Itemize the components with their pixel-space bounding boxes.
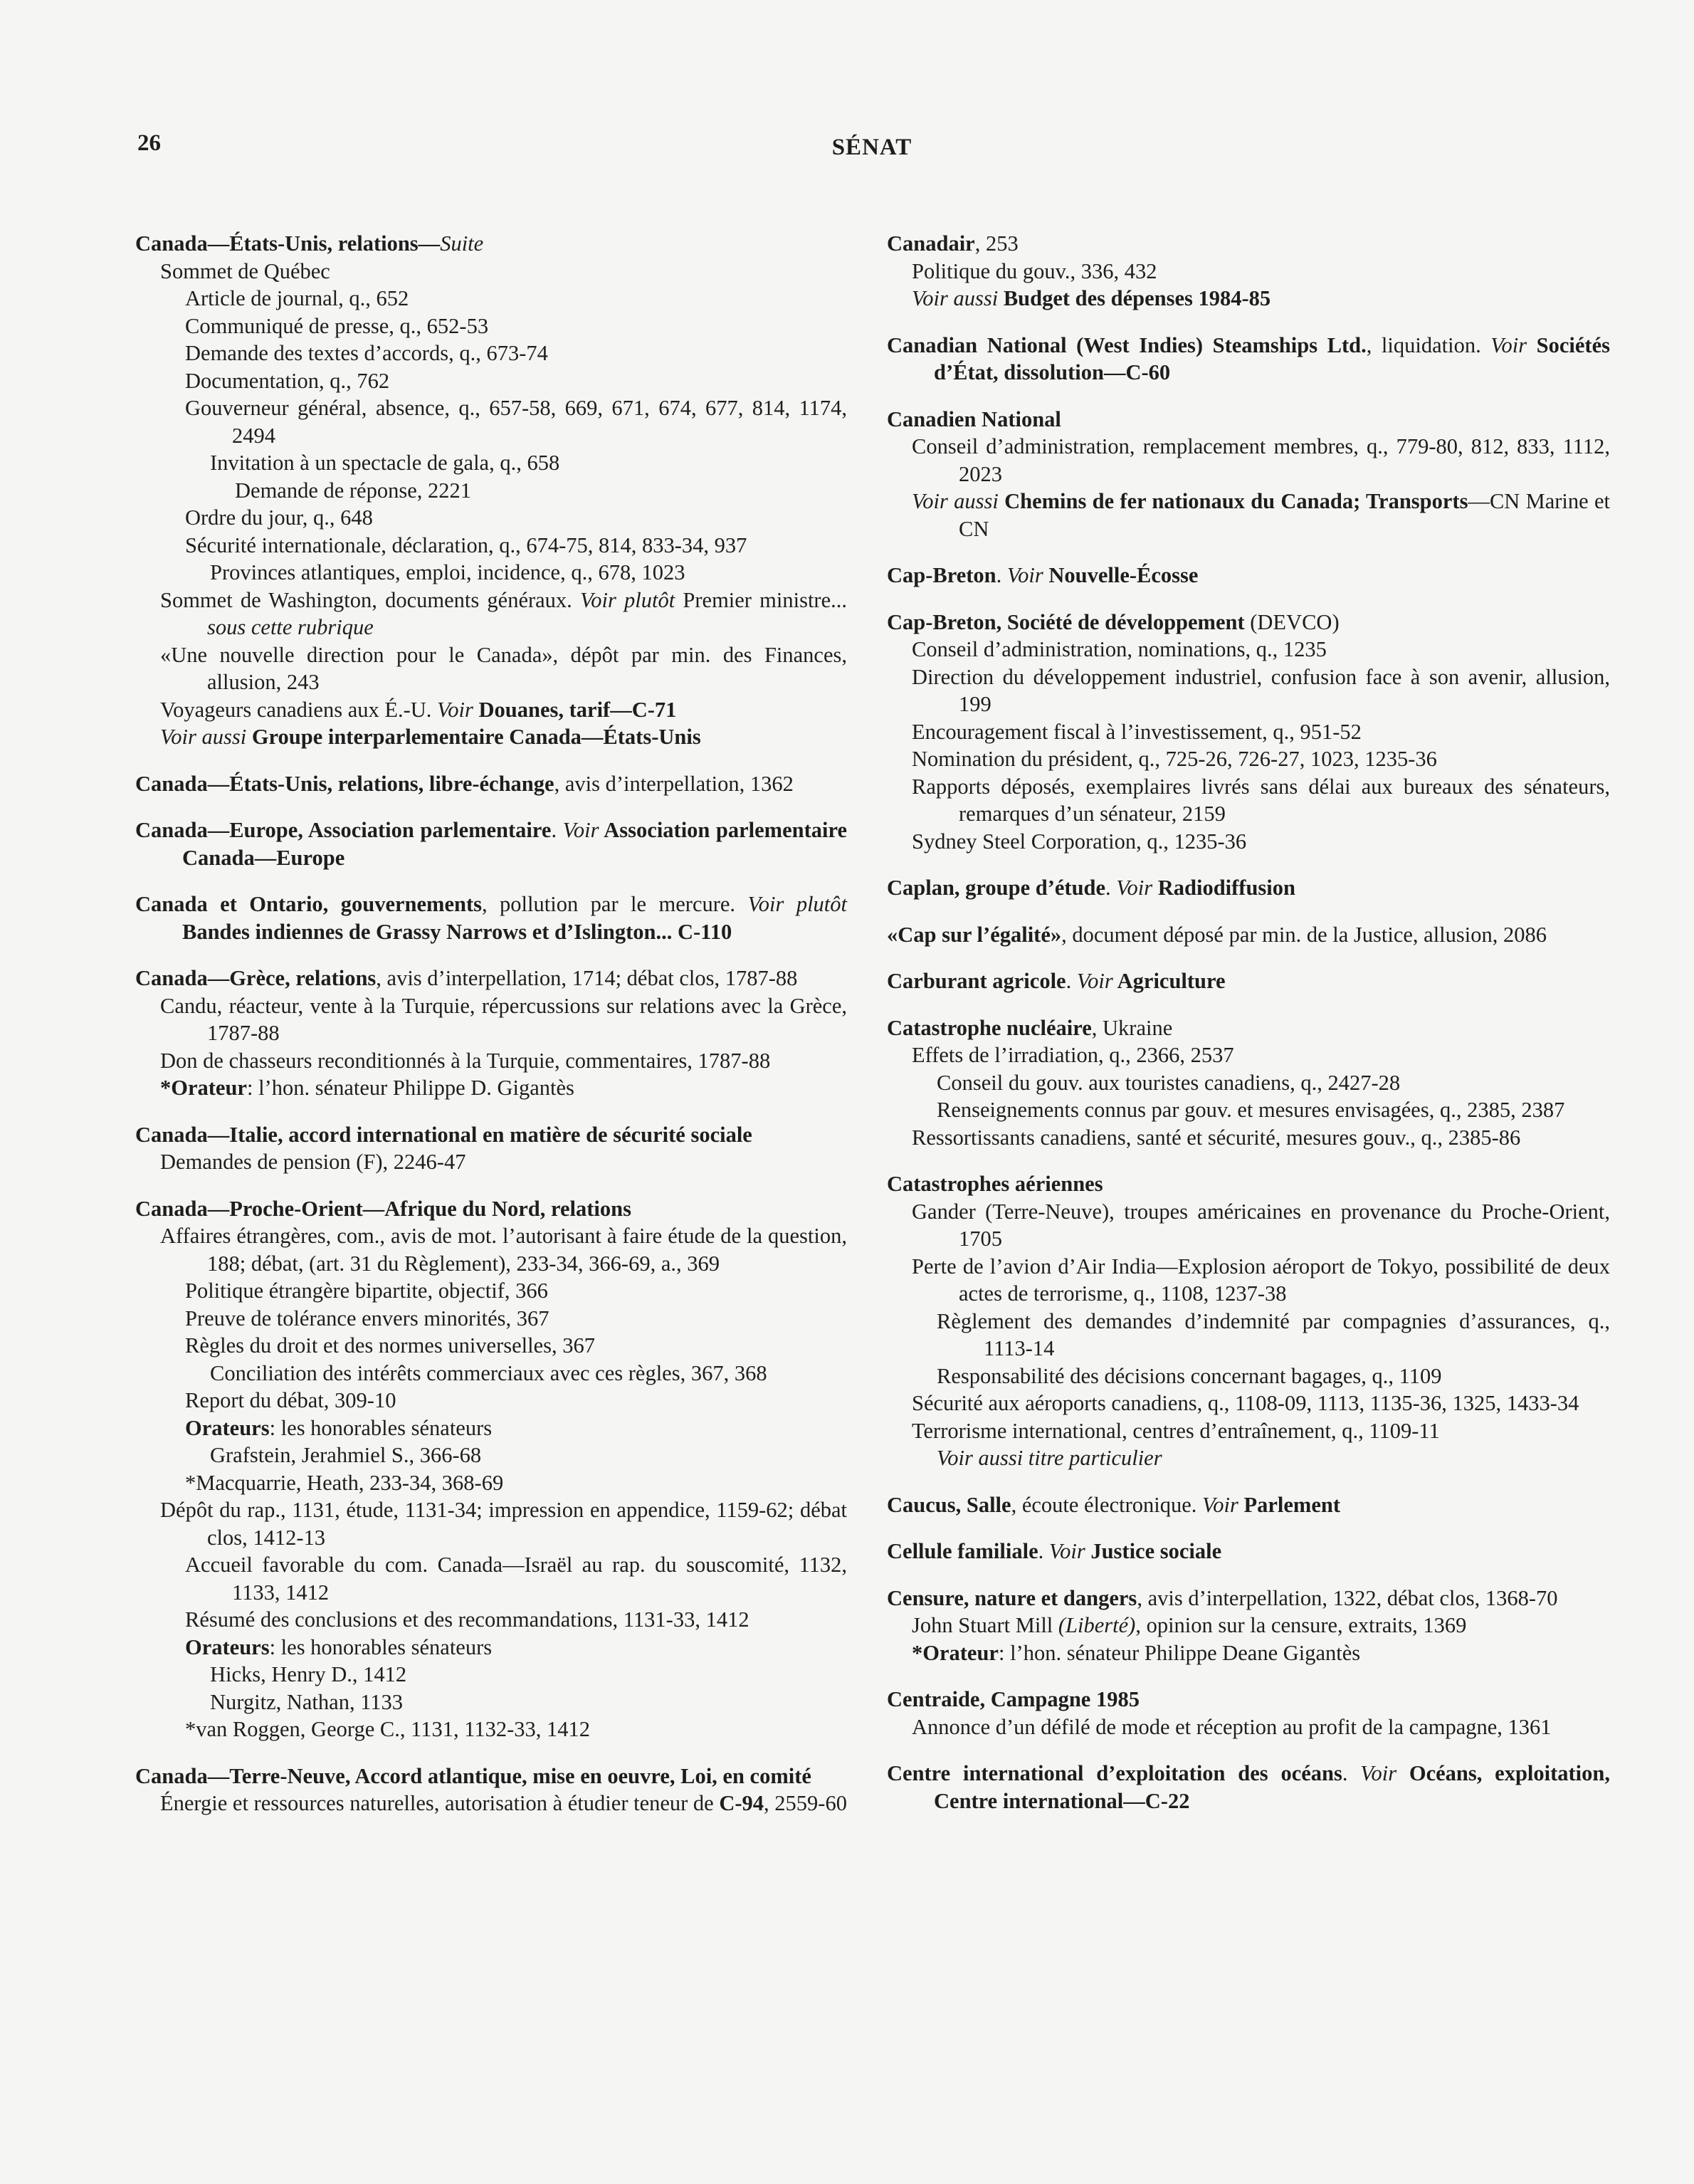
- entry-text: Rapports déposés, exemplaires livrés sans délai aux bureaux des sénateurs, remarques d’un sénateur, 2159: [912, 774, 1610, 826]
- index-subentry: [135, 1277, 847, 1305]
- index-subentry: [887, 488, 1610, 542]
- index-subentry: [887, 1444, 1610, 1472]
- entry-text: Dépôt du rap., 1131, étude, 1131-34; impression en appendice, 1159-62; débat clos, 1412-13: [160, 1498, 847, 1550]
- entry-text: Canada—États-Unis, relations, libre-échange: [135, 771, 554, 796]
- entry-text: Règles du droit et des normes universelles, 367: [185, 1333, 596, 1358]
- index-subentry: [887, 1096, 1610, 1124]
- entry-text: Effets de l’irradiation, q., 2366, 2537: [912, 1043, 1234, 1067]
- entry-text: —CN Marine et CN: [959, 489, 1610, 541]
- entry-text: Voir: [1360, 1761, 1397, 1785]
- entry-text: Agriculture: [1112, 969, 1226, 993]
- index-entry: [887, 967, 1610, 995]
- entry-text: Canadair: [887, 231, 975, 256]
- index-subentry: [887, 285, 1610, 313]
- index-subentry: [135, 504, 847, 532]
- entry-text: Voir: [1006, 563, 1043, 587]
- entry-text: Sociétés d’État, dissolution—C-60: [934, 332, 1610, 384]
- entry-text: Résumé des conclusions et des recommandations, 1131-33, 1412: [185, 1607, 749, 1632]
- index-subentry: [887, 745, 1610, 773]
- entry-text: Voir plutôt: [580, 587, 675, 612]
- index-subentry: [887, 1713, 1610, 1741]
- index-entry: [135, 1195, 847, 1743]
- index-subentry: [135, 477, 847, 505]
- entry-text: Conseil du gouv. aux touristes canadiens, q., 2427-28: [937, 1070, 1401, 1095]
- index-subentry: [135, 641, 847, 696]
- entry-text: Océans, exploitation, Centre international—C-22: [934, 1761, 1610, 1813]
- entry-text: Voir: [1490, 332, 1527, 357]
- index-subentry: [135, 1074, 847, 1102]
- index-subentry: [887, 828, 1610, 856]
- entry-text: Centraide, Campagne 1985: [887, 1687, 1140, 1711]
- index-subentry: [135, 696, 847, 724]
- index-entry: [887, 1585, 1610, 1667]
- entry-text: Radiodiffusion: [1152, 876, 1295, 900]
- entry-text: Invitation à un spectacle de gala, q., 658: [210, 451, 560, 475]
- entry-text: : l’hon. sénateur Philippe Deane Gigantès: [998, 1640, 1361, 1665]
- running-title: SÉNAT: [831, 135, 912, 160]
- entry-text: Canadien National: [887, 406, 1061, 431]
- entry-text: Association parlementaire Canada—Europe: [182, 818, 847, 870]
- entry-text: Gander (Terre-Neuve), troupes américaines en provenance du Proche-Orient, 1705: [912, 1199, 1610, 1251]
- entry-text: .: [996, 563, 1007, 587]
- index-subentry: [887, 1253, 1610, 1308]
- index-entry: [135, 965, 847, 1102]
- entry-text: Groupe interparlementaire Canada—États-Unis: [246, 725, 701, 749]
- index-subentry: [135, 367, 847, 395]
- index-subentry: [135, 1661, 847, 1689]
- index-heading: [135, 770, 847, 798]
- index-heading: [135, 230, 847, 258]
- index-entry: [887, 1686, 1610, 1741]
- index-subentry: [887, 1308, 1610, 1363]
- index-entry: [135, 1763, 847, 1817]
- entry-text: «Une nouvelle direction pour le Canada», dépôt par min. des Finances, allusion, 243: [160, 642, 847, 694]
- index-heading: [887, 609, 1610, 636]
- entry-text: Grafstein, Jerahmiel S., 366-68: [210, 1443, 482, 1467]
- entry-text: Renseignements connus par gouv. et mesures envisagées, q., 2385, 2387: [937, 1098, 1565, 1122]
- entry-text: .: [1038, 1539, 1049, 1563]
- entry-text: Voyageurs canadiens aux É.-U.: [160, 697, 438, 722]
- entry-text: Douanes, tarif—C-71: [473, 697, 677, 722]
- index-subentry: [135, 1689, 847, 1716]
- entry-text: , opinion sur la censure, extraits, 1369: [1135, 1613, 1467, 1637]
- index-subentry: [135, 1148, 847, 1176]
- index-subentry: [135, 587, 847, 641]
- index-subentry: [135, 992, 847, 1047]
- entry-text: Catastrophes aériennes: [887, 1172, 1103, 1196]
- entry-text: .: [1342, 1761, 1361, 1785]
- index-heading: [887, 1538, 1610, 1565]
- entry-text: , 253: [974, 231, 1019, 256]
- index-subentry: [887, 636, 1610, 663]
- entry-text: Sommet de Québec: [160, 258, 330, 283]
- entry-text: , pollution par le mercure.: [481, 892, 748, 916]
- index-entry: [887, 332, 1610, 387]
- index-heading: [887, 1170, 1610, 1198]
- index-heading: [887, 874, 1610, 902]
- entry-text: Accueil favorable du com. Canada—Israël au rap. du souscomité, 1132, 1133, 1412: [185, 1553, 847, 1605]
- index-subentry: [135, 559, 847, 587]
- entry-text: Sydney Steel Corporation, q., 1235-36: [912, 829, 1247, 854]
- entry-text: Perte de l’avion d’Air India—Explosion aéroport de Tokyo, possibilité de deux actes de terrorisme, q., 1108, 1237-38: [912, 1254, 1610, 1306]
- index-subentry: [135, 723, 847, 751]
- index-subentry: [135, 1634, 847, 1661]
- entry-text: Sécurité aux aéroports canadiens, q., 1108-09, 1113, 1135-36, 1325, 1433-34: [912, 1391, 1579, 1415]
- entry-text: Politique du gouv., 336, 432: [912, 258, 1157, 283]
- entry-text: Cellule familiale: [887, 1539, 1038, 1563]
- entry-text: Responsabilité des décisions concernant bagages, q., 1109: [937, 1363, 1442, 1388]
- entry-text: Conseil d’administration, remplacement membres, q., 779-80, 812, 833, 1112, 2023: [912, 434, 1610, 486]
- index-subentry: [887, 1069, 1610, 1097]
- entry-text: Chemins de fer nationaux du Canada; Transports: [998, 489, 1468, 513]
- entry-text: Ordre du jour, q., 648: [185, 505, 373, 530]
- entry-text: Canada—États-Unis, relations—: [135, 231, 441, 256]
- index-entry: [887, 921, 1610, 949]
- index-subentry: [135, 1305, 847, 1333]
- index-subentry: [135, 285, 847, 313]
- index-subentry: [135, 1606, 847, 1634]
- entry-text: *Macquarrie, Heath, 233-34, 368-69: [185, 1470, 504, 1495]
- entry-text: Sécurité internationale, déclaration, q., 674-75, 814, 833-34, 937: [185, 532, 747, 557]
- entry-text: Orateurs: [185, 1634, 270, 1659]
- entry-text: Nouvelle-Écosse: [1043, 563, 1199, 587]
- index-entry: [887, 1760, 1610, 1815]
- index-entry: [887, 1014, 1610, 1152]
- entry-text: : l’hon. sénateur Philippe D. Gigantès: [246, 1076, 574, 1100]
- index-column-right: [887, 230, 1610, 1834]
- index-heading: [135, 891, 847, 945]
- index-subentry: [887, 258, 1610, 285]
- index-entry: [887, 562, 1610, 589]
- index-entry: [887, 1538, 1610, 1565]
- entry-text: : les honorables sénateurs: [269, 1634, 493, 1659]
- entry-text: John Stuart Mill: [912, 1613, 1058, 1637]
- index-entry: [135, 770, 847, 798]
- index-subentry: [135, 1469, 847, 1497]
- entry-text: Catastrophe nucléaire: [887, 1015, 1092, 1040]
- index-heading: [887, 406, 1610, 434]
- index-subentry: [887, 1198, 1610, 1253]
- entry-text: Canadian National (West Indies) Steamships Ltd.: [887, 332, 1367, 357]
- entry-text: Voir: [562, 818, 599, 842]
- index-subentry: [135, 532, 847, 560]
- page-number: 26: [137, 130, 161, 156]
- entry-text: Règlement des demandes d’indemnité par compagnies d’assurances, q., 1113-14: [937, 1308, 1610, 1360]
- entry-text: .: [1105, 876, 1117, 900]
- entry-text: Affaires étrangères, com., avis de mot. l’autorisant à faire étude de la question, 188; débat, (art. 31 du Règlement), 233-34, 366-69, a., 369: [160, 1224, 847, 1276]
- index-subentry: [135, 258, 847, 285]
- index-heading: [887, 1491, 1610, 1519]
- entry-text: , avis d’interpellation, 1322, débat clos, 1368-70: [1137, 1585, 1558, 1610]
- index-heading: [887, 1585, 1610, 1612]
- index-subentry: [135, 1790, 847, 1817]
- index-subentry: [135, 1716, 847, 1743]
- index-entry: [887, 1491, 1610, 1519]
- entry-text: Bandes indiennes de Grassy Narrows et d’Islington... C-110: [182, 919, 732, 944]
- entry-text: .: [551, 818, 563, 842]
- index-entry: [135, 1121, 847, 1176]
- entry-text: Caucus, Salle: [887, 1492, 1011, 1517]
- index-entry: [887, 1170, 1610, 1472]
- entry-text: Voir aussi: [160, 725, 247, 749]
- entry-text: Hicks, Henry D., 1412: [210, 1662, 407, 1686]
- entry-text: Canada—Italie, accord international en matière de sécurité sociale: [135, 1122, 752, 1147]
- index-heading: [887, 1014, 1610, 1042]
- index-column-left: [135, 230, 847, 1837]
- index-subentry: [887, 1041, 1610, 1069]
- entry-text: Voir: [437, 697, 473, 722]
- index-subentry: [135, 313, 847, 340]
- index-subentry: [135, 1332, 847, 1360]
- entry-text: Report du débat, 309-10: [185, 1388, 396, 1412]
- entry-text: Voir: [1116, 876, 1153, 900]
- index-subentry: [135, 449, 847, 477]
- index-heading: [887, 921, 1610, 949]
- entry-text: Documentation, q., 762: [185, 368, 390, 393]
- index-entry: [135, 891, 847, 945]
- entry-text: Justice sociale: [1085, 1539, 1222, 1563]
- entry-text: (Liberté): [1058, 1613, 1136, 1637]
- index-heading: [135, 1763, 847, 1790]
- entry-text: Cap-Breton: [887, 563, 996, 587]
- entry-text: , document déposé par min. de la Justice, allusion, 2086: [1061, 922, 1547, 947]
- entry-text: Communiqué de presse, q., 652-53: [185, 313, 489, 338]
- entry-text: Censure, nature et dangers: [887, 1585, 1137, 1610]
- entry-text: Suite: [440, 231, 484, 256]
- entry-text: Demande des textes d’accords, q., 673-74: [185, 341, 548, 365]
- index-subentry: [135, 1222, 847, 1277]
- entry-text: *Orateur: [912, 1640, 999, 1665]
- entry-text: Annonce d’un défilé de mode et réception au profit de la campagne, 1361: [912, 1714, 1552, 1739]
- index-entry: [135, 817, 847, 871]
- index-subentry: [135, 1551, 847, 1606]
- entry-text: Voir aussi titre particulier: [937, 1446, 1162, 1470]
- entry-text: Voir plutôt: [747, 892, 847, 916]
- index-entry: [887, 609, 1610, 856]
- entry-text: Demande de réponse, 2221: [235, 478, 472, 503]
- index-subentry: [135, 394, 847, 449]
- index-subentry: [887, 1124, 1610, 1152]
- index-subentry: [887, 1639, 1610, 1667]
- entry-text: Canada—Europe, Association parlementaire: [135, 818, 552, 842]
- index-heading: [887, 332, 1610, 387]
- entry-text: Caplan, groupe d’étude: [887, 876, 1106, 900]
- entry-text: : les honorables sénateurs: [269, 1415, 493, 1440]
- entry-text: Sommet de Washington, documents généraux.: [160, 587, 580, 612]
- index-subentry: [135, 1387, 847, 1414]
- entry-text: Demandes de pension (F), 2246-47: [160, 1150, 466, 1174]
- entry-text: *Orateur: [160, 1076, 247, 1100]
- entry-text: «Cap sur l’égalité»: [887, 922, 1062, 947]
- index-subentry: [887, 1417, 1610, 1445]
- entry-text: Ressortissants canadiens, santé et sécurité, mesures gouv., q., 2385-86: [912, 1125, 1521, 1150]
- entry-text: Canada et Ontario, gouvernements: [135, 892, 482, 916]
- index-subentry: [887, 773, 1610, 828]
- index-subentry: [135, 1360, 847, 1387]
- entry-text: , Ukraine: [1091, 1015, 1173, 1040]
- entry-text: Voir aussi: [912, 489, 999, 513]
- entry-text: Don de chasseurs reconditionnés à la Turquie, commentaires, 1787-88: [160, 1048, 771, 1073]
- entry-text: Cap-Breton, Société de développement: [887, 609, 1245, 634]
- entry-text: Politique étrangère bipartite, objectif, 366: [185, 1279, 548, 1303]
- index-heading: [135, 965, 847, 992]
- index-subentry: [887, 433, 1610, 488]
- index-subentry: [135, 1442, 847, 1469]
- entry-text: Voir: [1048, 1539, 1085, 1563]
- index-entry: [135, 230, 847, 751]
- entry-text: Voir: [1076, 969, 1113, 993]
- index-heading: [887, 1686, 1610, 1713]
- entry-text: , avis d’interpellation, 1714; débat clos, 1787-88: [376, 966, 798, 990]
- entry-text: , avis d’interpellation, 1362: [554, 771, 794, 796]
- index-heading: [887, 562, 1610, 589]
- entry-text: Centre international d’exploitation des océans: [887, 1761, 1342, 1785]
- entry-text: Canada—Proche-Orient—Afrique du Nord, relations: [135, 1196, 631, 1221]
- index-subentry: [135, 1414, 847, 1442]
- entry-text: , 2559-60: [764, 1791, 847, 1815]
- entry-text: Premier ministre...: [675, 587, 847, 612]
- entry-text: Voir aussi: [912, 286, 999, 310]
- entry-text: Encouragement fiscal à l’investissement, q., 951-52: [912, 719, 1362, 744]
- entry-text: Parlement: [1238, 1492, 1340, 1517]
- entry-text: Énergie et ressources naturelles, autorisation à étudier teneur de: [160, 1791, 720, 1815]
- entry-text: Conciliation des intérêts commerciaux avec ces règles, 367, 368: [210, 1360, 767, 1385]
- entry-text: Gouverneur général, absence, q., 657-58, 669, 671, 674, 677, 814, 1174, 2494: [185, 396, 847, 448]
- entry-text: Budget des dépenses 1984-85: [998, 286, 1271, 310]
- index-heading: [135, 817, 847, 871]
- index-subentry: [887, 1390, 1610, 1417]
- index-subentry: [887, 718, 1610, 746]
- entry-text: Conseil d’administration, nominations, q., 1235: [912, 637, 1327, 661]
- entry-text: , écoute électronique.: [1011, 1492, 1203, 1517]
- entry-text: .: [1066, 969, 1077, 993]
- index-subentry: [887, 663, 1610, 718]
- index-heading: [135, 1195, 847, 1223]
- index-subentry: [135, 1496, 847, 1551]
- entry-text: Direction du développement industriel, confusion face à son avenir, allusion, 199: [912, 664, 1610, 716]
- index-entry: [887, 874, 1610, 902]
- entry-text: *van Roggen, George C., 1131, 1132-33, 1412: [185, 1717, 590, 1741]
- index-entry: [887, 406, 1610, 543]
- entry-text: Candu, réacteur, vente à la Turquie, répercussions sur relations avec la Grèce, 1787-88: [160, 993, 847, 1045]
- entry-text: (DEVCO): [1244, 609, 1340, 634]
- index-heading: [887, 1760, 1610, 1815]
- index-subentry: [887, 1612, 1610, 1639]
- entry-text: Canada—Grèce, relations: [135, 966, 377, 990]
- index-subentry: [887, 1363, 1610, 1390]
- index-subentry: [135, 1047, 847, 1075]
- entry-text: Nurgitz, Nathan, 1133: [210, 1689, 404, 1714]
- entry-text: Provinces atlantiques, emploi, incidence, q., 678, 1023: [210, 560, 685, 584]
- entry-text: Orateurs: [185, 1415, 270, 1440]
- index-heading: [887, 230, 1610, 258]
- index-heading: [135, 1121, 847, 1149]
- entry-text: sous cette rubrique: [207, 615, 374, 639]
- index-entry: [887, 230, 1610, 313]
- index-subentry: [135, 340, 847, 367]
- entry-text: Canada—Terre-Neuve, Accord atlantique, mise en oeuvre, Loi, en comité: [135, 1763, 811, 1788]
- entry-text: Voir: [1202, 1492, 1238, 1517]
- index-heading: [887, 967, 1610, 995]
- entry-text: Nomination du président, q., 725-26, 726-27, 1023, 1235-36: [912, 747, 1437, 771]
- entry-text: , liquidation.: [1366, 332, 1491, 357]
- entry-text: Carburant agricole: [887, 969, 1066, 993]
- entry-text: Terrorisme international, centres d’entraînement, q., 1109-11: [912, 1418, 1440, 1443]
- entry-text: Preuve de tolérance envers minorités, 367: [185, 1306, 549, 1330]
- entry-text: C-94: [719, 1791, 764, 1815]
- entry-text: Article de journal, q., 652: [185, 286, 409, 310]
